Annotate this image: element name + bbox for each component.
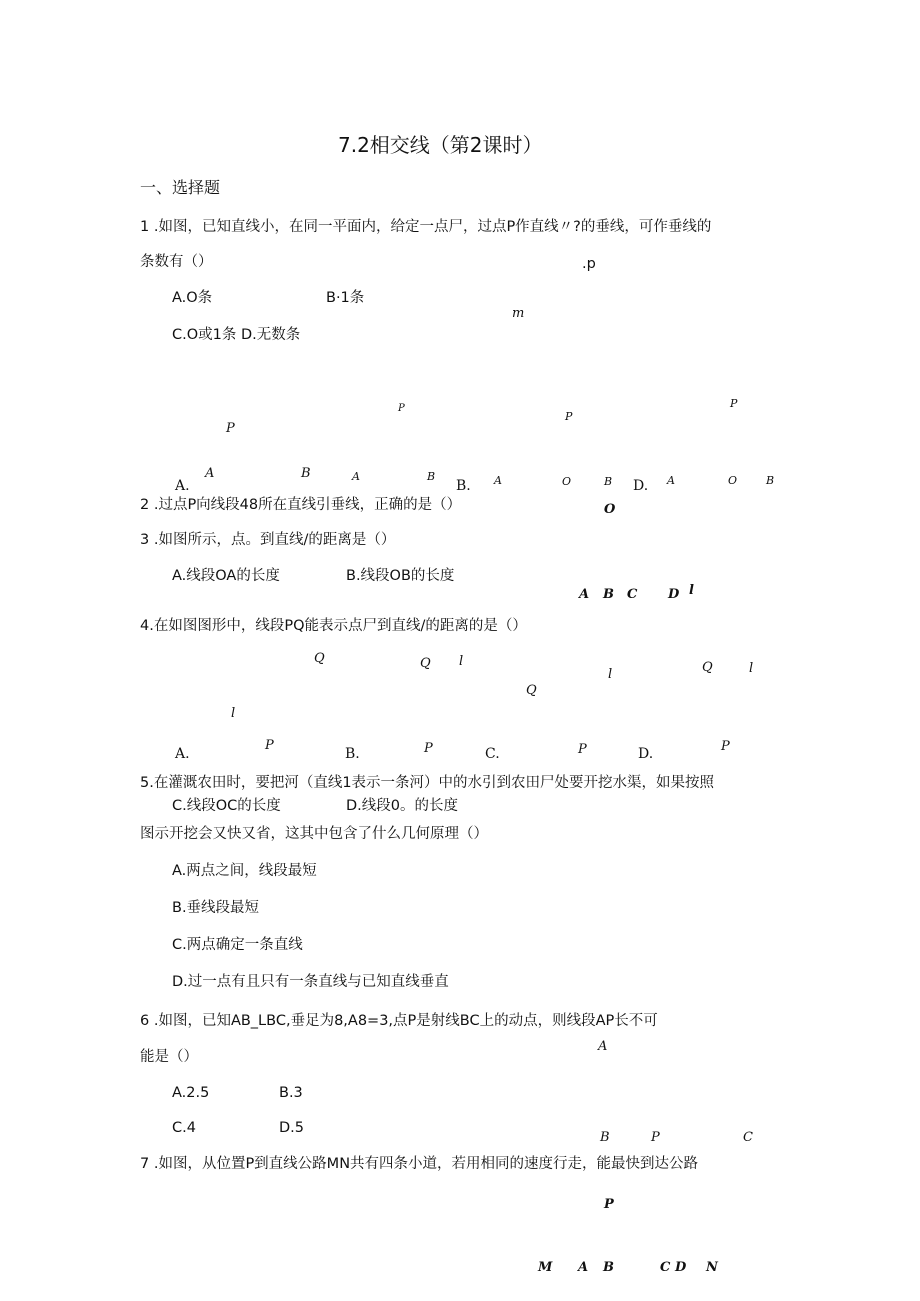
- q7-label-d: D: [675, 1260, 687, 1275]
- q2d-label-b: B: [766, 474, 775, 487]
- q1-text-line2: 条数有（）: [140, 254, 213, 270]
- q2d-label-p: P: [730, 397, 738, 410]
- q4b-label-q: Q: [420, 656, 431, 671]
- q3-option-a: A.线段OA的长度: [172, 568, 280, 584]
- q2c-label-p: P: [565, 410, 573, 423]
- q2b-label-a: A: [352, 470, 360, 483]
- q3-label-o: O: [604, 502, 616, 517]
- q7-label-p: P: [604, 1197, 614, 1212]
- q2-option-a-label: A.: [175, 478, 190, 494]
- q4-option-c-label: C.: [485, 746, 500, 762]
- q1-option-cd: C.O或1条 D.无数条: [172, 327, 301, 343]
- q1-point-label: .p: [582, 256, 596, 272]
- q3-label-a: A: [579, 587, 590, 602]
- q5-option-c: C.两点确定一条直线: [172, 937, 303, 953]
- q7-label-m: M: [538, 1260, 553, 1275]
- q1-option-a: A.O条: [172, 290, 213, 306]
- q5-option-b: B.垂线段最短: [172, 900, 260, 916]
- q1-text-line1: 1 .如图，已知直线小，在同一平面内，给定一点尸，过点P作直线〃?的垂线，可作垂线的: [140, 219, 712, 235]
- q4d-label-p: P: [721, 739, 730, 754]
- q4c-label-q: Q: [526, 683, 537, 698]
- q2c-label-a: A: [494, 474, 502, 487]
- q6-text-line2: 能是（）: [140, 1049, 198, 1065]
- q3-label-d: D: [668, 587, 680, 602]
- q2a-label-p: P: [226, 421, 235, 436]
- q3-option-d: D.线段0。的长度: [346, 798, 458, 814]
- q3-label-c: C: [627, 587, 638, 602]
- q4a-label-q: Q: [314, 651, 325, 666]
- q1-line-m-label: m: [512, 306, 525, 321]
- q2d-label-o: O: [728, 474, 738, 487]
- q6-label-c: C: [743, 1130, 753, 1145]
- q4d-label-l: l: [749, 661, 754, 676]
- q2b-label-p: P: [398, 403, 405, 414]
- q6-label-a: A: [598, 1039, 608, 1054]
- q2a-label-b: B: [301, 466, 311, 481]
- q7-label-b: B: [603, 1260, 614, 1275]
- q2b-label-b: B: [427, 470, 436, 483]
- q3-label-l: l: [689, 583, 694, 598]
- q6-label-p: P: [651, 1130, 660, 1145]
- q4c-label-l: l: [608, 667, 613, 682]
- q6-text-line1: 6 .如图，已知AB_LBC,垂足为8,A8=3,点P是射线BC上的动点，则线段AP长不可: [140, 1013, 658, 1029]
- q2c-label-b: B: [604, 475, 613, 488]
- q3-text: 3 .如图所示，点。到直线/的距离是（）: [140, 532, 396, 548]
- q7-label-c: C: [660, 1260, 671, 1275]
- q7-text: 7 .如图，从位置P到直线公路MN共有四条小道，若用相同的速度行走，能最快到达公路: [140, 1156, 699, 1172]
- q4a-label-p: P: [265, 738, 274, 753]
- q5-option-a: A.两点之间，线段最短: [172, 863, 317, 879]
- q5-text-line1: 5.在灌溉农田时，要把河（直线1表示一条河）中的水引到农田尸处要开挖水渠，如果按照: [140, 775, 715, 791]
- q4-option-a-label: A.: [175, 746, 190, 762]
- q6-option-a: A.2.5: [172, 1085, 210, 1101]
- q4d-label-q: Q: [702, 660, 713, 675]
- q7-label-n: N: [706, 1260, 718, 1275]
- q1-option-b: B·1条: [326, 290, 365, 306]
- q6-label-b: B: [600, 1130, 610, 1145]
- q4a-label-l: l: [231, 706, 236, 721]
- q2-option-d-label: D.: [633, 478, 649, 494]
- q4-text: 4.在如图图形中，线段PQ能表示点尸到直线/的距离的是（）: [140, 618, 527, 634]
- q4b-label-p: P: [424, 741, 433, 756]
- q2a-label-a: A: [205, 466, 215, 481]
- q4b-label-l: l: [459, 654, 464, 669]
- q5-text-line2: 图示开挖会又快又省，这其中包含了什么几何原理（）: [140, 826, 488, 842]
- q7-label-a: A: [578, 1260, 589, 1275]
- q4c-label-p: P: [578, 742, 587, 757]
- q2d-label-a: A: [667, 474, 675, 487]
- q5-option-d: D.过一点有且只有一条直线与已知直线垂直: [172, 974, 449, 990]
- q2c-label-o: O: [562, 475, 572, 488]
- q6-option-d: D.5: [279, 1120, 304, 1136]
- page-title: 7.2相交线（第2课时）: [338, 133, 543, 157]
- q2-option-b-label: B.: [456, 478, 471, 494]
- q4-option-b-label: B.: [345, 746, 360, 762]
- section-heading: 一、选择题: [140, 178, 221, 197]
- q6-option-b: B.3: [279, 1085, 303, 1101]
- q2-text: 2 .过点P向线段48所在直线引垂线，正确的是（）: [140, 497, 462, 513]
- q3-option-b: B.线段OB的长度: [346, 568, 455, 584]
- q3-label-b: B: [603, 587, 614, 602]
- q6-option-c: C.4: [172, 1120, 196, 1136]
- q3-option-c: C.线段OC的长度: [172, 798, 281, 814]
- q4-option-d-label: D.: [638, 746, 654, 762]
